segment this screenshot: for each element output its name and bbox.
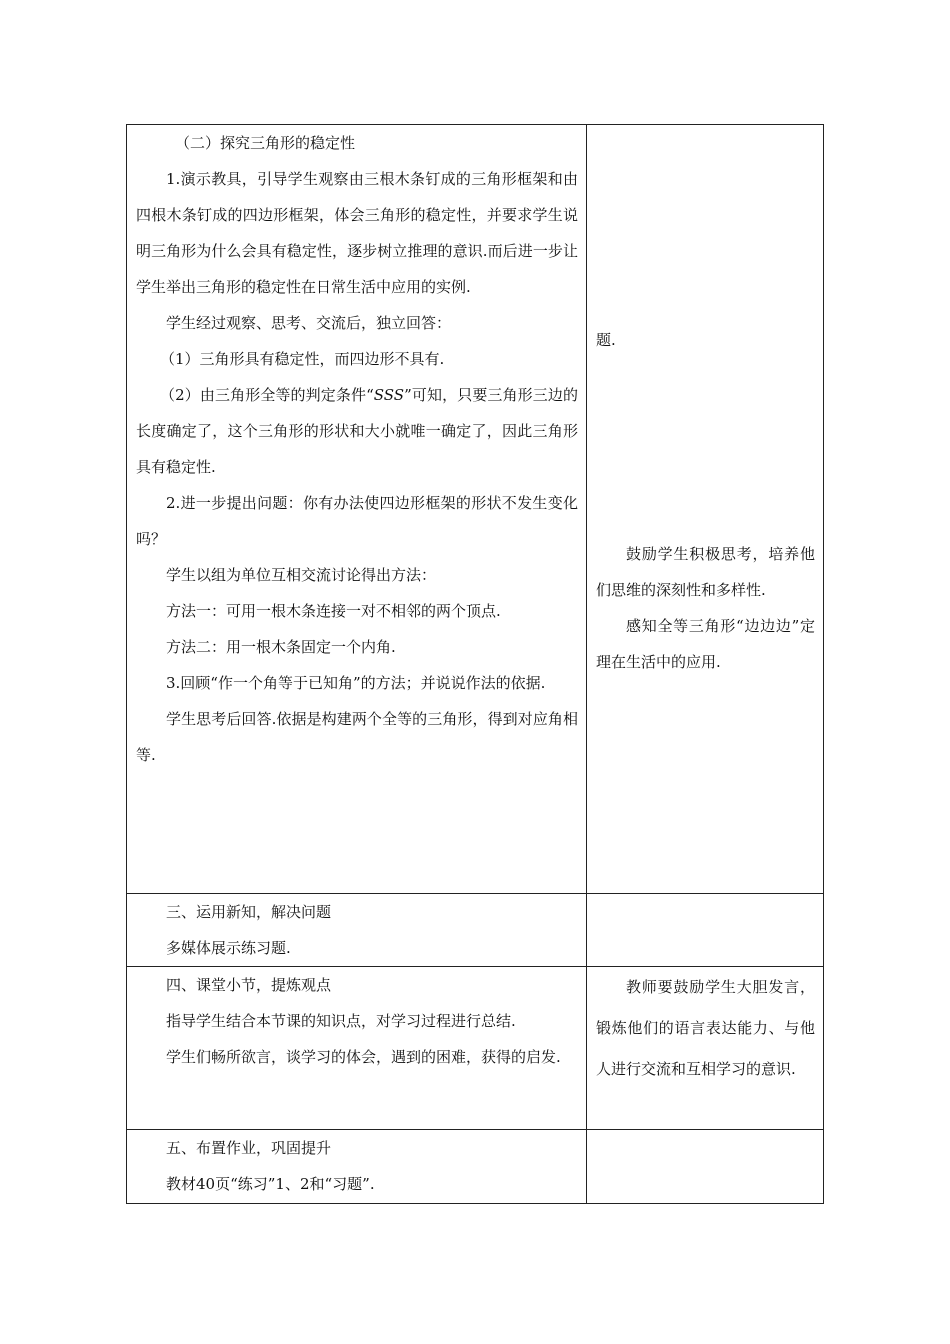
paragraph: 1.演示教具，引导学生观察由三根木条钉成的三角形框架和由四根木条钉成的四边形框架，体会三角形的稳定性，并要求学生说明三角形为什么会具有稳定性，逐步树立推理的意识.而后进一步让学生举出三角形的稳定性在日常生活中应用的实例. — [136, 170, 578, 296]
notes-cell — [587, 894, 824, 967]
paragraph: 学生们畅所欲言，谈学习的体会，遇到的困难，获得的启发. — [166, 1048, 561, 1066]
section-heading: 四、课堂小节，提炼观点 — [166, 976, 332, 994]
paragraph: 学生思考后回答.依据是构建两个全等的三角形，得到对应角相等. — [136, 710, 578, 764]
table-row — [127, 125, 824, 894]
paragraph: 2.进一步提出问题：你有办法使四边形框架的形状不发生变化吗？ — [136, 494, 578, 548]
paragraph: 学生经过观察、思考、交流后，独立回答： — [166, 314, 452, 332]
section-heading: （二）探究三角形的稳定性 — [175, 134, 356, 152]
activity-cell — [127, 1130, 587, 1204]
section-heading: 五、布置作业，巩固提升 — [166, 1139, 332, 1157]
sss-term: SSS — [373, 386, 405, 404]
notes-cell — [587, 125, 824, 894]
paragraph: 方法一：可用一根木条连接一对不相邻的两个顶点. — [166, 602, 501, 620]
notes-cell — [587, 1130, 824, 1204]
activity-cell — [127, 894, 587, 967]
paragraph: 方法二：用一根木条固定一个内角. — [166, 638, 396, 656]
paragraph: （1）三角形具有稳定性，而四边形不具有. — [160, 350, 445, 368]
notes-cell — [587, 967, 824, 1130]
paragraph: 3.回顾“作一个角等于已知角”的方法；并说说作法的依据. — [166, 674, 546, 692]
activity-cell — [127, 125, 587, 894]
note-text: 感知全等三角形“边边边”定理在生活中的应用. — [596, 617, 815, 671]
table-row — [127, 967, 824, 1130]
table-row — [127, 1130, 824, 1204]
lesson-plan-table — [126, 124, 824, 1204]
table-row — [127, 894, 824, 967]
activity-cell — [127, 967, 587, 1130]
paragraph: 教材40页“练习”1、2和“习题”. — [166, 1175, 375, 1193]
paragraph: 多媒体展示练习题. — [166, 939, 291, 957]
paragraph: 学生以组为单位互相交流讨论得出方法： — [166, 566, 437, 584]
paragraph: 指导学生结合本节课的知识点，对学习过程进行总结. — [166, 1012, 516, 1030]
note-text: 鼓励学生积极思考，培养他们思维的深刻性和多样性. — [596, 545, 815, 599]
note-text: 教师要鼓励学生大胆发言，锻炼他们的语言表达能力、与他人进行交流和互相学习的意识. — [596, 978, 815, 1078]
note-text: 题. — [596, 331, 616, 349]
section-heading: 三、运用新知，解决问题 — [166, 903, 332, 921]
paragraph: （2）由三角形全等的判定条件“SSS”可知，只要三角形三边的长度确定了，这个三角形的形状和大小就唯一确定了，因此三角形具有稳定性. — [136, 386, 578, 476]
